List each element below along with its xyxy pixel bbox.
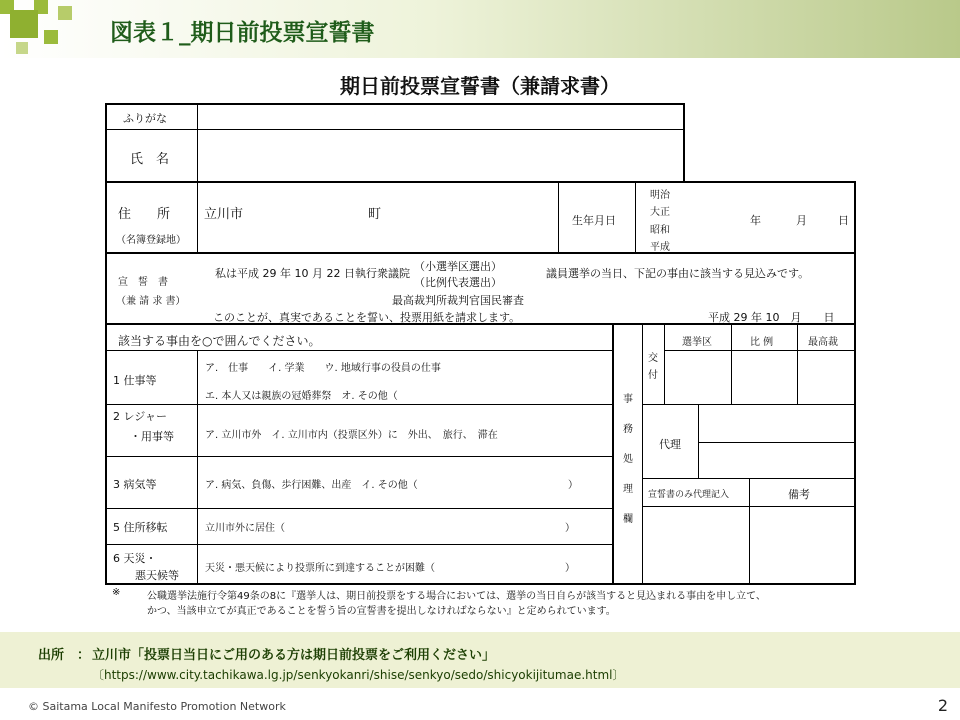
rule: [105, 456, 613, 457]
reason-3-close: ）: [568, 480, 578, 491]
rule: [105, 129, 684, 130]
office-char-3: 処: [623, 454, 633, 465]
rule: [105, 508, 613, 509]
year-label: 年: [750, 214, 761, 227]
reason-5-line1: 立川市外に居住（: [205, 523, 285, 534]
reason-header: 該当する事由を○で囲んでください。: [118, 334, 321, 348]
address-label: 住 所: [118, 207, 171, 222]
oath-label: 宣 誓 書: [118, 277, 168, 288]
rule: [698, 442, 855, 443]
reason-6-label: 6 天災・: [113, 552, 157, 565]
col-supreme-court: 最高裁: [808, 337, 838, 348]
era-heisei: 平成: [650, 242, 670, 253]
oath-proxy-label: 宣誓書のみ代理記入: [648, 490, 730, 500]
era-taisho: 大正: [650, 207, 670, 218]
rule: [664, 350, 855, 351]
rule: [642, 323, 643, 585]
rule: [642, 404, 855, 405]
office-char-1: 事: [623, 394, 633, 405]
oath-line2: 最高裁判所裁判官国民審査: [392, 294, 524, 307]
proxy-label: 代理: [659, 438, 681, 451]
rule: [105, 404, 613, 405]
document-title: 期日前投票宣誓書（兼請求書）: [340, 74, 620, 98]
rule: [749, 478, 750, 584]
reason-6-label2: 悪天候等: [135, 569, 179, 582]
day-label: 日: [838, 214, 849, 227]
rule: [558, 181, 559, 253]
logo-square: [44, 30, 58, 44]
oath-proportional: （比例代表選出）: [414, 276, 502, 289]
reason-3-label: 3 病気等: [113, 478, 157, 491]
oath-line3: このことが、真実であることを誓い、投票用紙を請求します。: [213, 311, 521, 324]
oath-sub-label: （兼 請 求 書）: [116, 296, 186, 307]
reason-6-line1: 天災・悪天候により投票所に到達することが困難（: [205, 563, 435, 574]
reason-1-label: 1 仕事等: [113, 374, 157, 387]
era-meiji: 明治: [650, 190, 670, 201]
source-text: 立川市「投票日当日にご用のある方は期日前投票をご利用ください」: [92, 648, 496, 663]
source-band: [0, 632, 960, 688]
reason-2-label2: ・用事等: [130, 430, 174, 443]
reason-1-line2: エ. 本人又は親族の冠婚葬祭 オ. その他（: [205, 391, 398, 402]
copyright: © Saitama Local Manifesto Promotion Network: [28, 700, 286, 713]
rule: [197, 350, 198, 584]
note-line1: 公職選挙法施行令第49条の8に『選挙人は、期日前投票をする場合においては、選挙の当日自らが該当すると見込まれる事由を申し立て、: [147, 591, 766, 602]
reason-3-line1: ア. 病気、負傷、歩行困難、出産 イ. その他（: [205, 480, 418, 491]
col-proportional: 比 例: [750, 337, 774, 348]
oath-line1b: 議員選挙の当日、下記の事由に該当する見込みです。: [546, 267, 810, 280]
rule: [854, 181, 856, 585]
rule: [105, 252, 855, 254]
address-sub-label: （名簿登録地）: [116, 235, 186, 246]
rule: [635, 181, 636, 253]
reason-2-label: 2 レジャー: [113, 410, 167, 423]
logo-square: [10, 10, 38, 38]
office-char-4: 理: [623, 484, 633, 495]
office-char-5: 欄: [623, 514, 633, 525]
rule: [105, 350, 613, 351]
name-field[interactable]: [199, 131, 681, 180]
oath-date: 平成 29 年 10 月 日: [708, 311, 835, 324]
address-town: 町: [368, 207, 382, 222]
oath-line1: 私は平成 29 年 10 月 22 日執行衆議院: [215, 267, 410, 280]
col-district: 選挙区: [682, 337, 712, 348]
logo-square: [58, 6, 72, 20]
source-label: 出所 ：: [38, 648, 91, 663]
month-label: 月: [796, 214, 807, 227]
page-number: 2: [937, 696, 948, 715]
furigana-field[interactable]: [199, 105, 681, 128]
note-line2: かつ、当該申立てが真正であることを誓う旨の宣誓書を提出しなければならない』と定められています。: [147, 606, 616, 617]
note-mark: ※: [112, 587, 121, 598]
oath-small-district: （小選挙区選出）: [414, 260, 502, 273]
rule: [612, 323, 614, 585]
furigana-label: ふりがな: [123, 112, 167, 125]
rule: [731, 323, 732, 405]
rule: [197, 103, 198, 253]
rule: [683, 103, 685, 183]
slide-title: 図表１_期日前投票宣誓書: [110, 20, 375, 46]
office-char-2: 務: [623, 424, 633, 435]
birth-label: 生年月日: [572, 214, 616, 227]
reason-2-line1: ア. 立川市外 イ. 立川市内（投票区外）に 外出、 旅行、 滞在: [205, 430, 498, 441]
reason-6-close: ）: [565, 563, 575, 574]
era-showa: 昭和: [650, 225, 670, 236]
reason-5-label: 5 住所移転: [113, 521, 168, 534]
rule: [797, 323, 798, 405]
header-banner: [0, 0, 960, 58]
name-label: 氏 名: [130, 152, 170, 167]
rule: [105, 583, 855, 585]
rule: [105, 544, 613, 545]
remarks-label: 備考: [788, 488, 810, 501]
issue-label: 交付: [648, 353, 658, 381]
reason-1-line1: ア. 仕事 イ. 学業 ウ. 地域行事の役員の仕事: [205, 363, 441, 374]
rule: [664, 323, 665, 405]
source-url[interactable]: 〔https://www.city.tachikawa.lg.jp/senkyokanri/shise/senkyo/sedo/shicyokijitumae.html〕: [92, 668, 625, 682]
reason-5-close: ）: [565, 523, 575, 534]
logo-square: [16, 42, 28, 54]
rule: [698, 404, 699, 479]
address-city: 立川市: [204, 207, 244, 222]
rule: [105, 103, 107, 585]
rule: [105, 181, 855, 183]
